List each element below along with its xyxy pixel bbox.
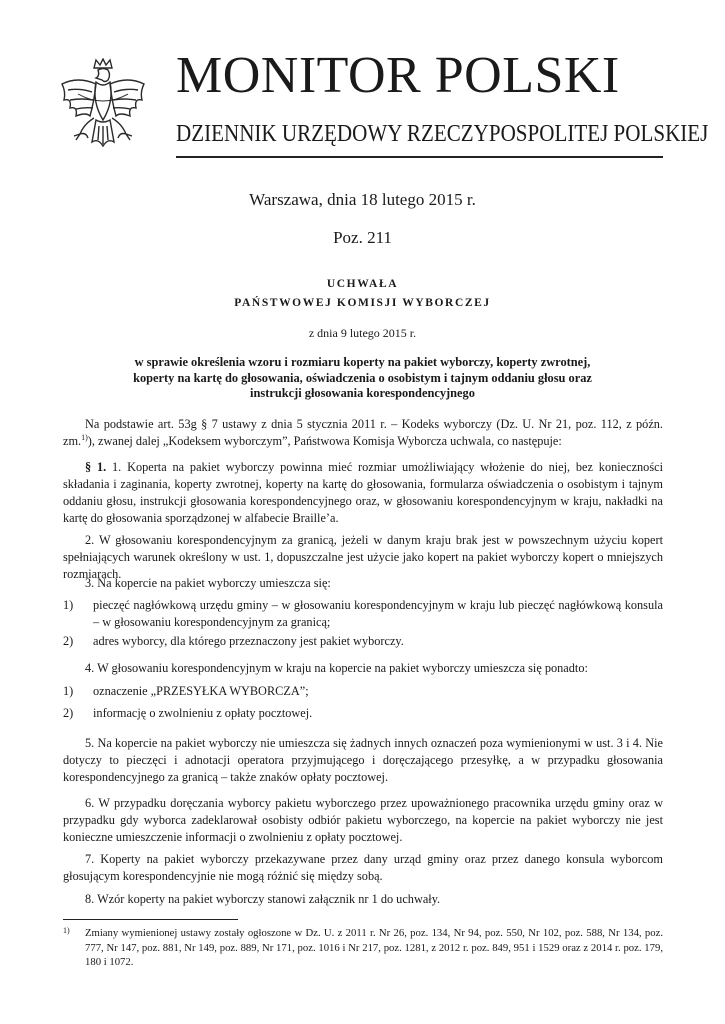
list-item	[63, 705, 663, 722]
section-mark: § 1.	[85, 460, 107, 474]
list-item	[63, 597, 663, 631]
list-item-number: 1)	[63, 598, 74, 612]
list-item-text: informację o zwolnieniu z opłaty pocztowej.	[93, 706, 313, 720]
list-item-text: pieczęć nagłówkową urzędu gminy – w głosowaniu korespondencyjnym w kraju lub pieczęć nagłówkową konsula – w głosowaniu korespondencyjnym za granicą;	[93, 598, 663, 629]
list-item-text: adres wyborcy, dla którego przeznaczony jest pakiet wyborczy.	[93, 634, 404, 648]
act-type: UCHWAŁA	[326, 278, 399, 290]
list-item	[63, 633, 663, 650]
masthead-title: MONITOR POLSKI	[176, 47, 620, 104]
position-number: Poz. 211	[333, 228, 392, 247]
section-1-paragraph-4	[63, 660, 663, 677]
list-item	[63, 683, 663, 700]
paragraph-text: 3. Na kopercie na pakiet wyborczy umieszcza się:	[85, 576, 331, 590]
preamble	[63, 416, 663, 450]
section-1-paragraph-1	[63, 459, 663, 527]
paragraph-text: 7. Koperty na pakiet wyborczy przekazywane przez dany urząd gminy oraz przez danego konsula wyborcom głosującym korespondencyjnie nie mogą różnić się między sobą.	[63, 852, 663, 883]
section-1-paragraph-3	[63, 575, 663, 592]
footnote-divider	[63, 919, 238, 920]
act-subject: w sprawie określenia wzoru i rozmiaru koperty na pakiet wyborczy, koperty zwrotnej, koperty na kartę do głosowania, oświadczenia o osobistym i tajnym oddaniu głosu oraz instrukcji głosowania korespondencyjnego	[133, 355, 592, 401]
paragraph-text: 8. Wzór koperty na pakiet wyborczy stanowi załącznik nr 1 do uchwały.	[85, 892, 441, 906]
footnote-mark: 1)	[63, 926, 70, 935]
paragraph-text: 4. W głosowaniu korespondencyjnym w kraju na kopercie na pakiet wyborczy umieszcza się ponadto:	[85, 661, 588, 675]
paragraph-text: 1. Koperta na pakiet wyborczy powinna mieć rozmiar umożliwiający włożenie do niej, bez konieczności składania i zaginania, koperty zwrotnej, koperty na kartę do głosowania, formularza oświadczenia o osobistym i tajnym oddaniu głosu, instrukcji głosowania korespondencyjnego oraz, w głosowaniu korespondencyjnym w kraju, nakładki na kartę do głosowania sporządzonej w alfabecie Braille’a.	[63, 460, 663, 525]
section-1-paragraph-7	[63, 851, 663, 885]
footnote-reference[interactable]: 1)	[81, 432, 88, 442]
act-issuer: PAŃSTWOWEJ KOMISJI WYBORCZEJ	[234, 297, 491, 309]
list-item-number: 2)	[63, 634, 74, 648]
preamble-text: Na podstawie art. 53g § 7 ustawy z dnia 5 stycznia 2011 r. – Kodeks wyborczy (Dz. U. Nr 21, poz. 112, z późn. zm.	[63, 417, 663, 448]
footnote-text: Zmiany wymienionej ustawy zostały ogłoszone w Dz. U. z 2011 r. Nr 26, poz. 134, Nr 94, poz. 550, Nr 102, poz. 588, Nr 134, poz. 777, Nr 147, poz. 881, Nr 149, poz. 889, Nr 171, poz. 1016 i Nr 217, poz. 1281, z 2012 r. poz. 849, 951 i 1529 oraz z 2014 r. poz. 179, 180 i 1072.	[85, 927, 663, 969]
preamble-text-continued: ), zwanej dalej „Kodeksem wyborczym”, Państwowa Komisja Wyborcza uchwala, co następuje:	[87, 434, 562, 448]
list-item-text: oznaczenie „PRZESYŁKA WYBORCZA”;	[93, 684, 309, 698]
section-1-paragraph-6	[63, 795, 663, 846]
paragraph-text: 2. W głosowaniu korespondencyjnym za granicą, jeżeli w danym kraju brak jest w powszechnym użyciu kopert spełniających warunek określony w ust. 1, dopuszczalne jest użycie jako kopert na pakiet wyborczy kopert o mniejszych rozmiarach.	[63, 533, 663, 581]
masthead-divider	[176, 156, 663, 158]
footnote	[63, 926, 663, 970]
section-1-paragraph-5	[63, 735, 663, 786]
polish-eagle-emblem	[58, 58, 148, 164]
act-date: z dnia 9 lutego 2015 r.	[308, 326, 417, 340]
masthead-subtitle: DZIENNIK URZĘDOWY RZECZYPOSPOLITEJ POLSKIEJ	[176, 120, 709, 147]
list-item-number: 1)	[63, 684, 74, 698]
list-item-number: 2)	[63, 706, 74, 720]
section-1-paragraph-8	[63, 891, 663, 908]
dateline: Warszawa, dnia 18 lutego 2015 r.	[249, 190, 476, 209]
paragraph-text: 6. W przypadku doręczania wyborcy pakietu wyborczego przez upoważnionego pracownika urzędu gminy oraz w przypadku gdy wyborca zadeklarował osobisty odbiór pakietu wyborczego, na kopercie na pakiet wyborczy nie jest konieczne umieszczenie informacji o zwolnieniu z opłaty pocztowej.	[63, 796, 663, 844]
paragraph-text: 5. Na kopercie na pakiet wyborczy nie umieszcza się żadnych innych oznaczeń poza wymienionymi w ust. 3 i 4. Nie dotyczy to pieczęci i adnotacji operatora przyjmującego i doręczającego przesyłkę, a w przypadku głosowania korespondencyjnego za granicą – także znaków opłaty pocztowej.	[63, 736, 663, 784]
